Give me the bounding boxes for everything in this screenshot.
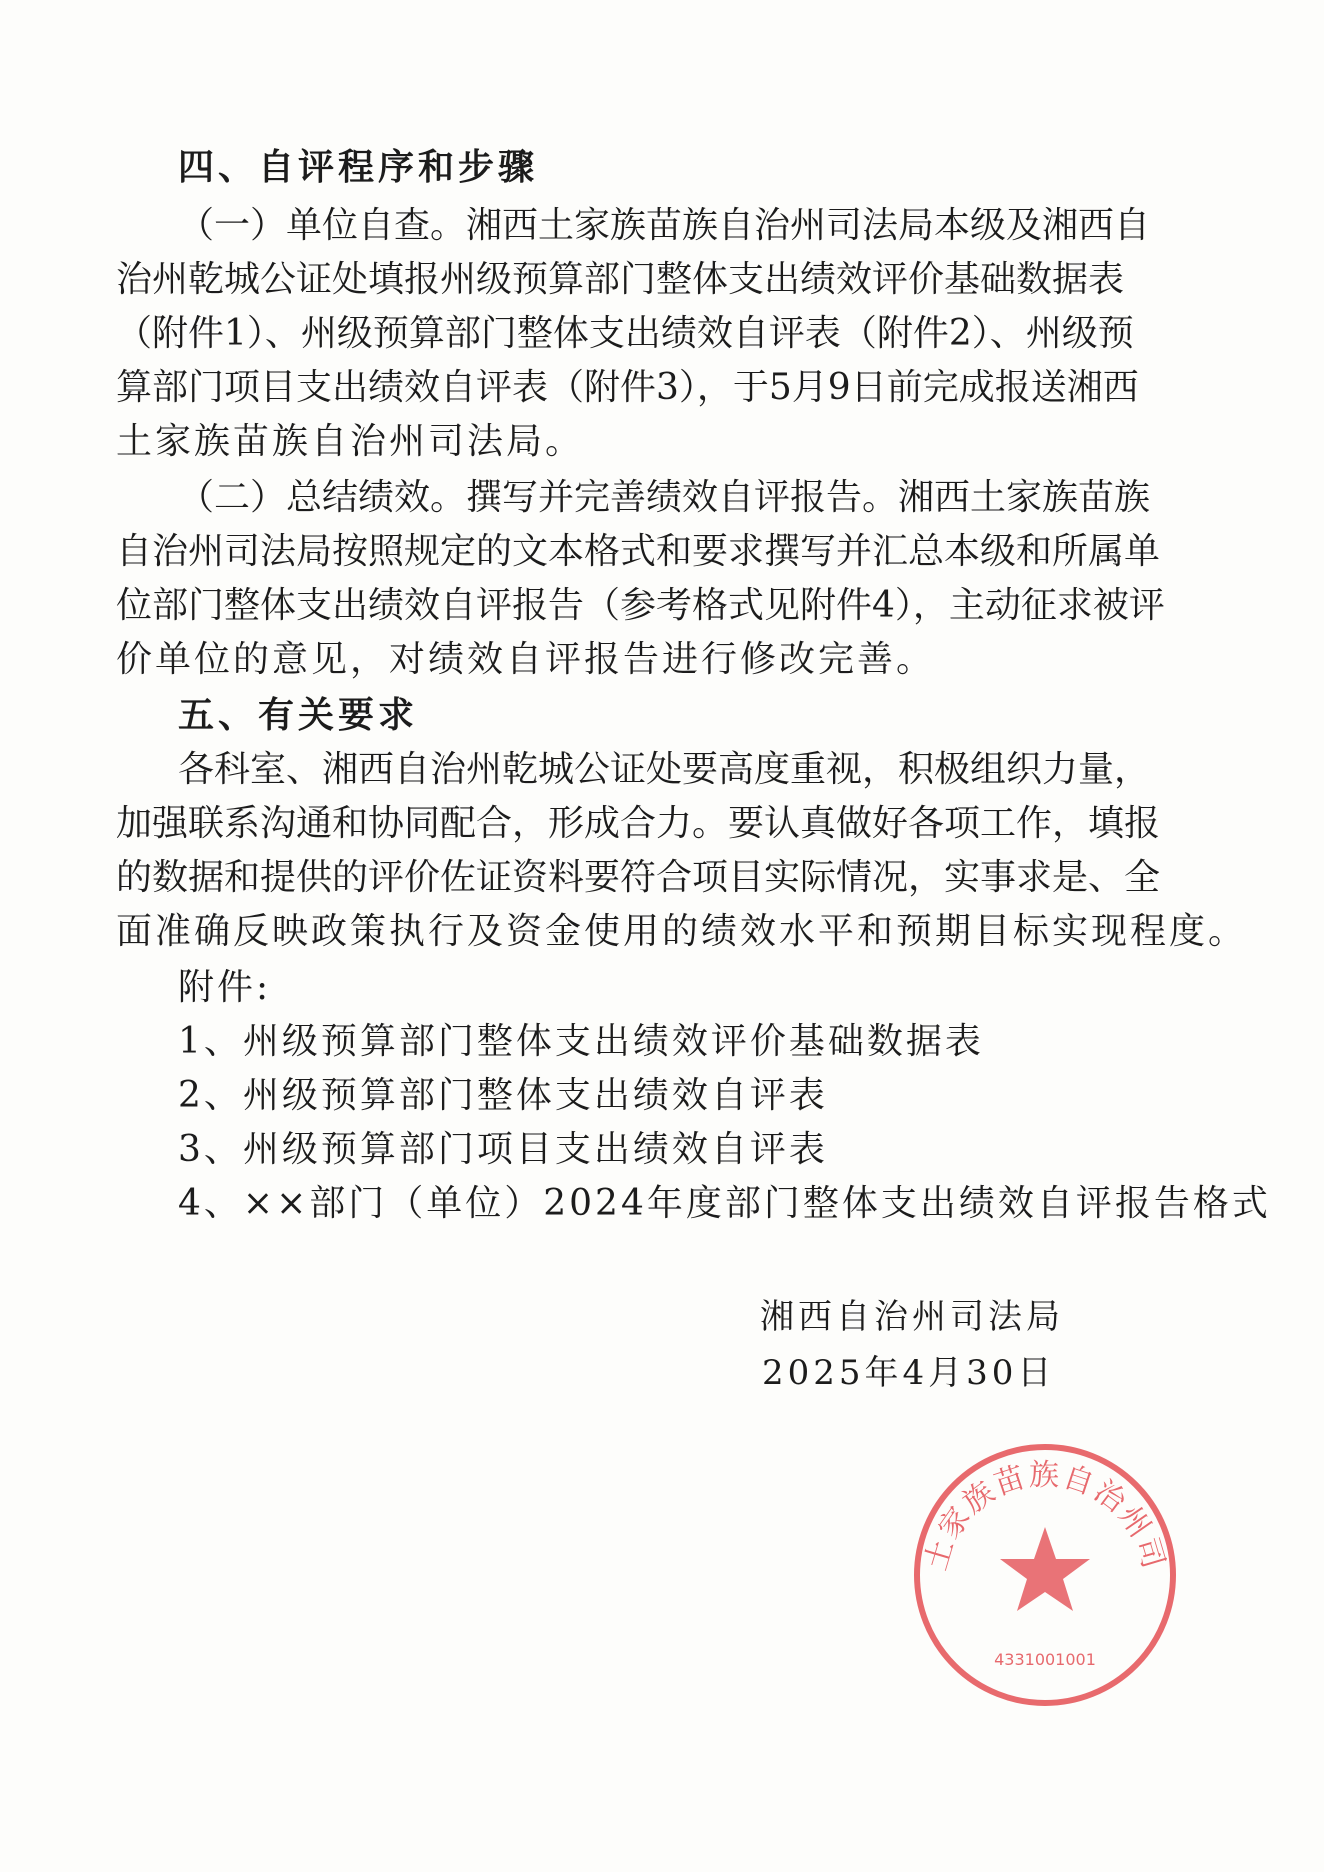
paragraph-line: （附件1）、州级预算部门整体支出绩效自评表（附件2）、州级预 bbox=[116, 313, 1134, 354]
section-heading-5: 五、有关要求 bbox=[178, 695, 419, 736]
signature-date: 2025年4月30日 bbox=[762, 1353, 1056, 1393]
paragraph-line: 自治州司法局按照规定的文本格式和要求撰写并汇总本级和所属单 bbox=[116, 531, 1161, 572]
paragraph-line: 各科室、湘西自治州乾城公证处要高度重视，积极组织力量， bbox=[178, 749, 1151, 790]
attachment-item: 4、××部门（单位）2024年度部门整体支出绩效自评报告格式 bbox=[178, 1183, 1271, 1224]
paragraph-line: 土家族苗族自治州司法局。 bbox=[116, 421, 585, 462]
attachment-item: 3、州级预算部门项目支出绩效自评表 bbox=[178, 1129, 828, 1170]
paragraph-line: 位部门整体支出绩效自评报告（参考格式见附件4），主动征求被评 bbox=[116, 585, 1165, 626]
paragraph-line: 面准确反映政策执行及资金使用的绩效水平和预期目标实现程度。 bbox=[116, 911, 1248, 952]
attachment-item: 1、州级预算部门整体支出绩效评价基础数据表 bbox=[178, 1021, 984, 1062]
paragraph-line: 价单位的意见，对绩效自评报告进行修改完善。 bbox=[116, 639, 936, 680]
official-seal-stamp bbox=[905, 1435, 1185, 1715]
paragraph-line: 算部门项目支出绩效自评表（附件3），于5月9日前完成报送湘西 bbox=[116, 367, 1139, 408]
attachment-item: 2、州级预算部门整体支出绩效自评表 bbox=[178, 1075, 828, 1116]
paragraph-line: （一）单位自查。湘西土家族苗族自治州司法局本级及湘西自 bbox=[178, 205, 1151, 246]
paragraph-line: （二）总结绩效。撰写并完善绩效自评报告。湘西土家族苗族 bbox=[178, 477, 1151, 518]
paragraph-line: 治州乾城公证处填报州级预算部门整体支出绩效评价基础数据表 bbox=[116, 259, 1125, 300]
section-heading-4: 四、自评程序和步骤 bbox=[178, 147, 539, 188]
svg-text:湘西土家族苗族自治州司法局: 土家族苗族自治州司 bbox=[918, 1457, 1172, 1575]
attachments-label: 附件: bbox=[178, 967, 272, 1008]
paragraph-line: 加强联系沟通和协同配合，形成合力。要认真做好各项工作，填报 bbox=[116, 803, 1161, 844]
signature-organization: 湘西自治州司法局 bbox=[760, 1297, 1064, 1337]
paragraph-line: 的数据和提供的评价佐证资料要符合项目实际情况，实事求是、全 bbox=[116, 857, 1161, 898]
svg-text:4331001001: 4331001001 bbox=[994, 1650, 1096, 1669]
